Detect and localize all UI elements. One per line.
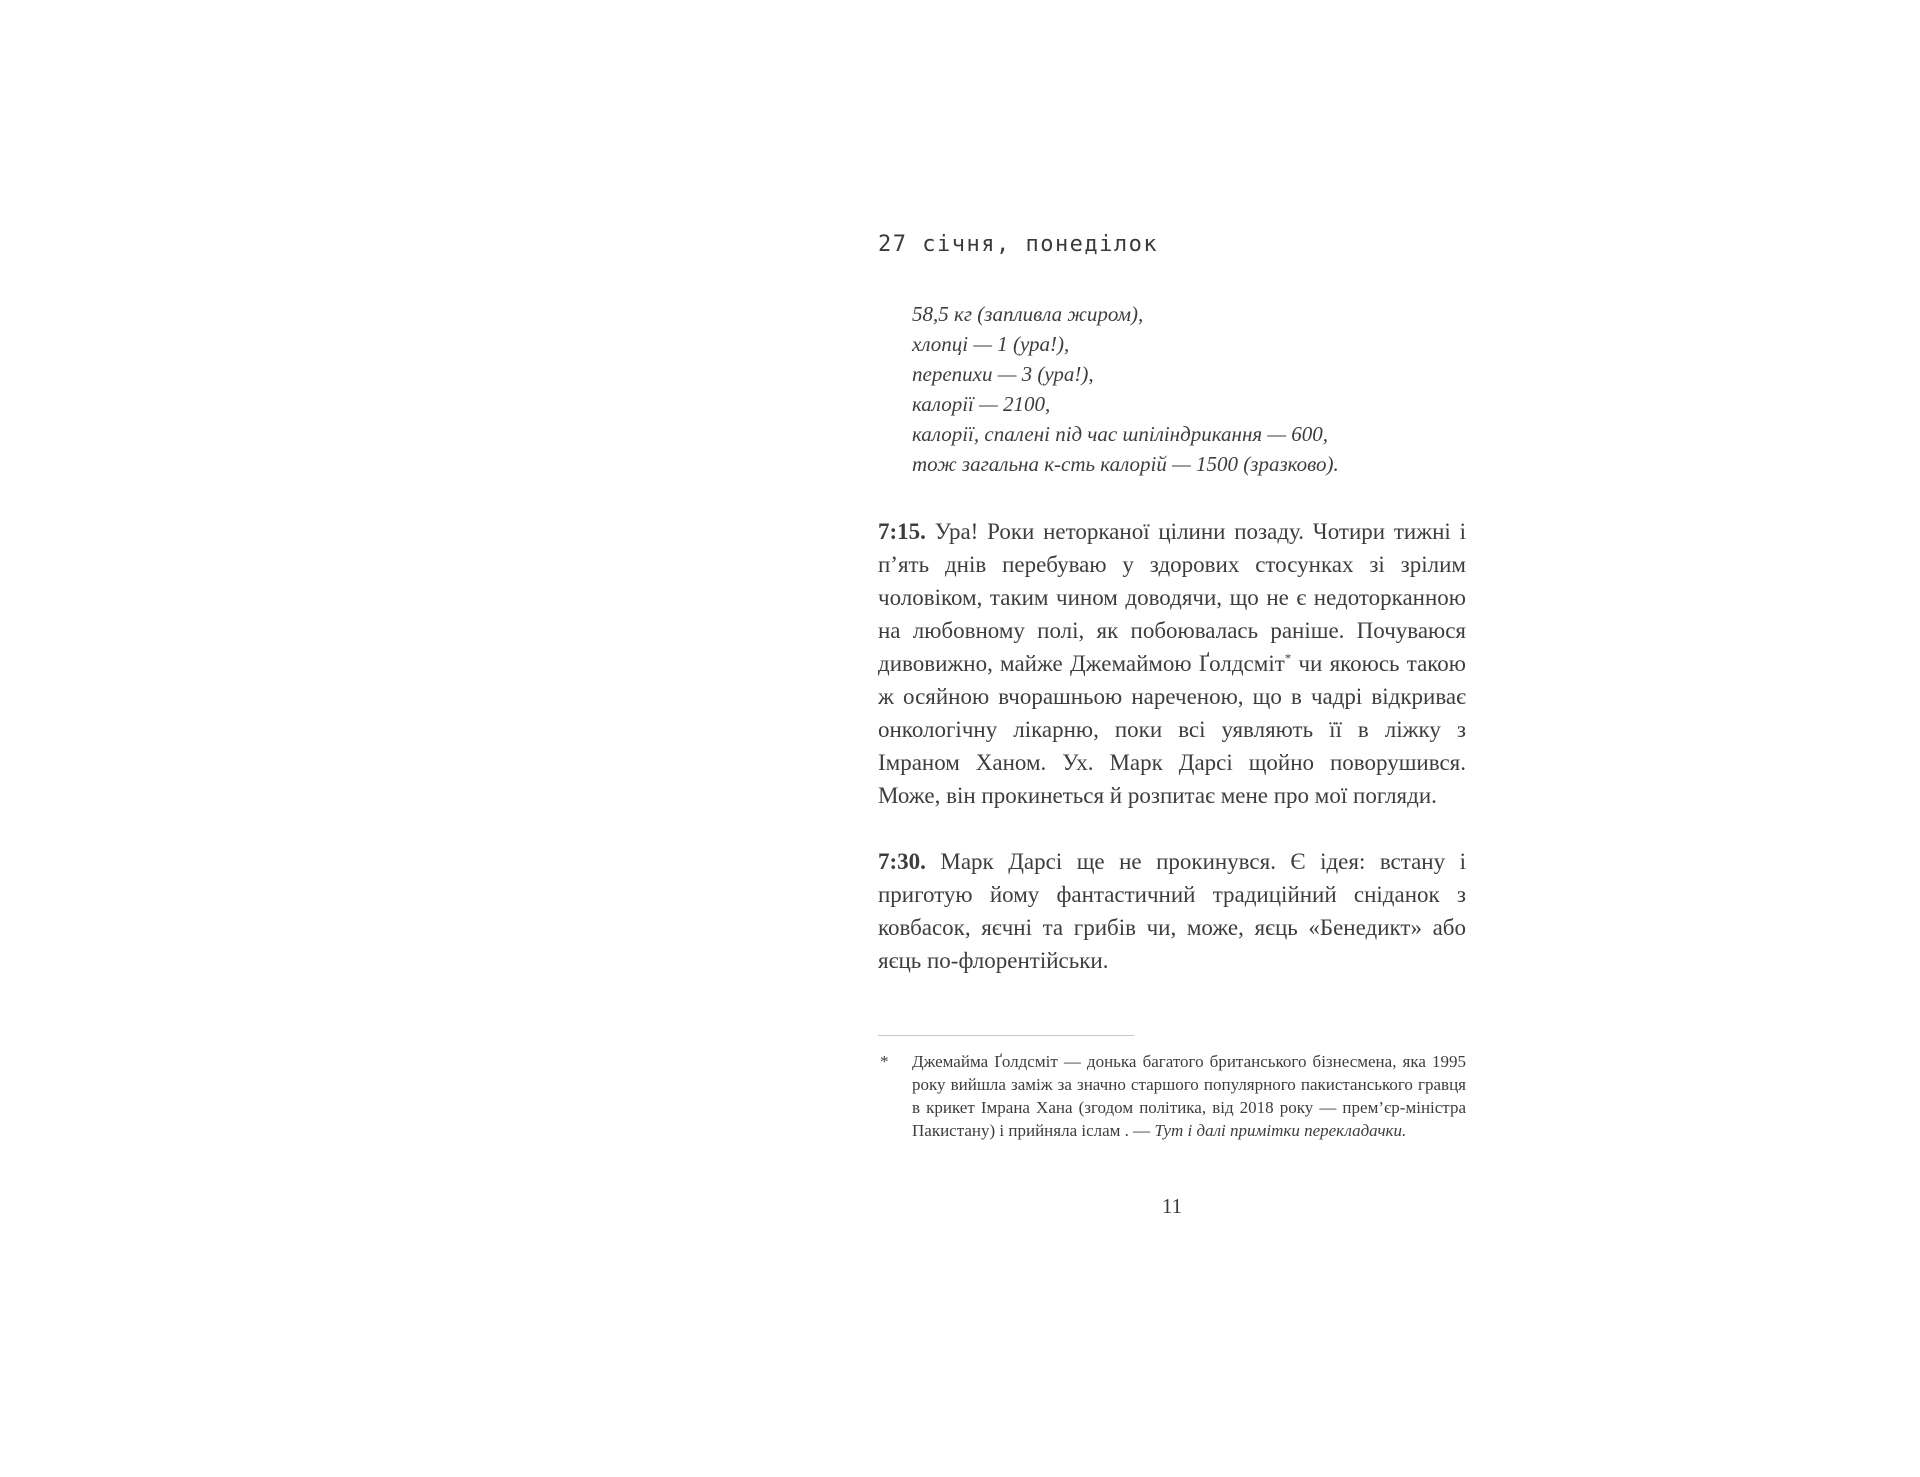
footnote-block bbox=[878, 1035, 1466, 1142]
page-number: 11 bbox=[1161, 1194, 1183, 1218]
entry-time-label: 7:15. bbox=[878, 519, 926, 544]
page-content bbox=[878, 232, 1466, 1219]
diary-entry-paragraph bbox=[878, 845, 1466, 977]
entry-text: чи якоюсь такою ж осяйною вчорашньою нареченою, що в чадрі відкриває онкологічну лікарню, поки всі уявляють її в ліжку з Імраном Ханом. Ух. Марк Дарсі щойно поворушився. Може, він прокинеться й розпитає мене про мої погляди. bbox=[878, 651, 1466, 808]
diary-stat-line: калорії — 2100, bbox=[912, 392, 1051, 416]
footnote-divider bbox=[878, 1035, 1134, 1036]
diary-entry-paragraph bbox=[878, 515, 1466, 812]
entry-text: Марк Дарсі ще не прокинувся. Є ідея: встану і приготую йому фантастичний традиційний сніданок з ковбасок, яєчні та грибів чи, може, яєць «Бенедикт» або яєць по-флорентійськи. bbox=[878, 849, 1466, 973]
diary-stat-line: тож загальна к-сть калорій — 1500 (зразково). bbox=[912, 452, 1339, 476]
entry-date-heading: 27 січня, понеділок bbox=[878, 232, 1159, 257]
entry-time-label: 7:30. bbox=[878, 849, 926, 874]
footnote bbox=[878, 1050, 1466, 1142]
diary-stats-list bbox=[878, 299, 1466, 479]
diary-stat-line: перепихи — 3 (ура!), bbox=[912, 362, 1094, 386]
footnote-text bbox=[912, 1050, 1466, 1142]
diary-stat-line: калорії, спалені під час шпіліндрикання — 600, bbox=[912, 422, 1329, 446]
entry-text: Ура! Роки неторканої цілини позаду. Чотири тижні і п’ять днів перебуваю у здорових стосунках зі зрілим чоловіком, таким чином доводячи, що не є недоторканною на любовному полі, як побоювалась раніше. Почуваюся дивовижно, майже Джемаймою Ґолдсміт bbox=[878, 519, 1466, 676]
footnote-marker: * bbox=[880, 1052, 889, 1071]
diary-stat-line: 58,5 кг (запливла жиром), bbox=[912, 302, 1144, 326]
footnote-reference-mark: * bbox=[1284, 650, 1292, 666]
footnote-text-main: Джемайма Ґолдсміт — донька багатого британського бізнесмена, яка 1995 року вийшла заміж за значно старшого популярного пакистанського гравця в крикет Імрана Хана (згодом політика, від 2018 року — прем’єр-міністра Пакистану) і прийняла іслам . — bbox=[912, 1052, 1466, 1140]
diary-stat-line: хлопці — 1 (ура!), bbox=[912, 332, 1070, 356]
footnote-text-italic: Тут і далі примітки перекладачки. bbox=[1154, 1121, 1407, 1140]
